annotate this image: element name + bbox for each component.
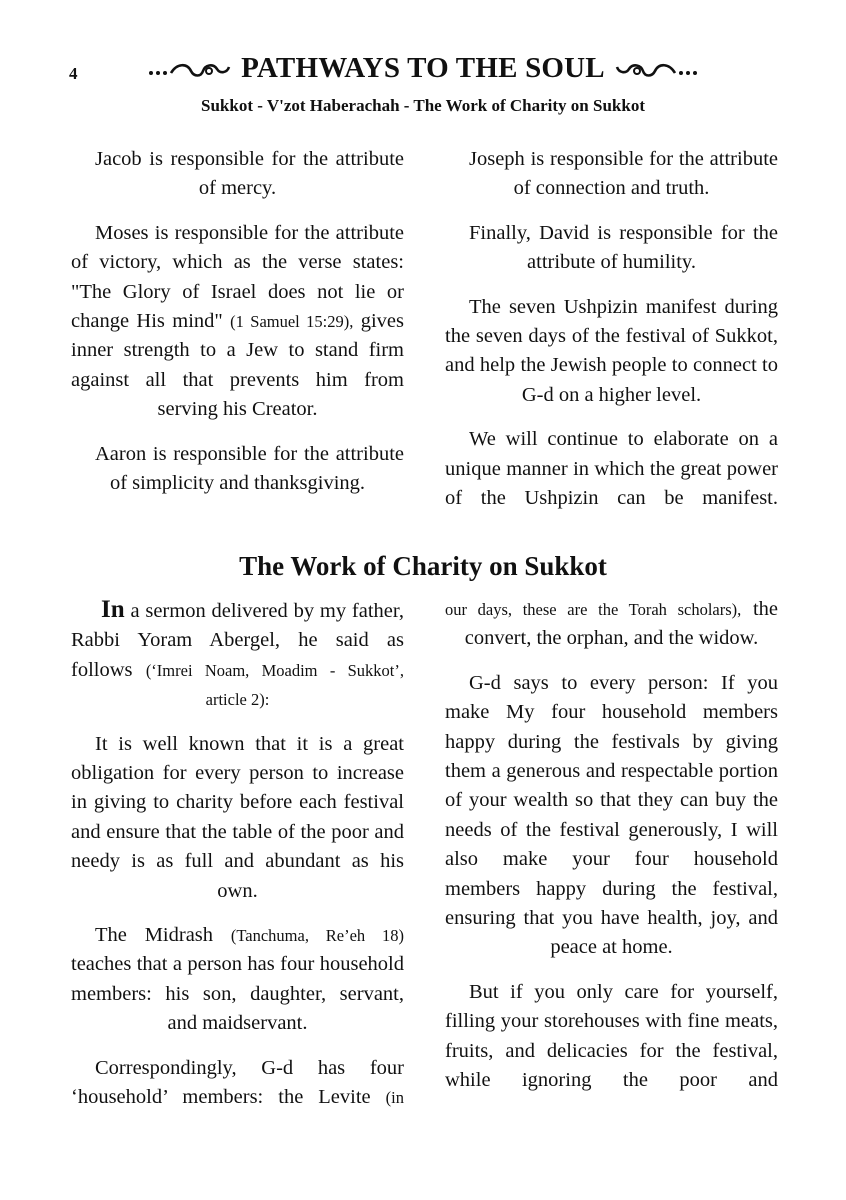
top-left-column <box>71 145 404 513</box>
bottom-left-column <box>71 595 404 1128</box>
paragraph-correspondingly <box>71 1054 404 1113</box>
paragraph-moses <box>71 219 404 425</box>
paragraph-but-if: But if you only care for yourself, filling your storehouses with fine meats, fruits, and delicacies for the festival, while ignoring the poor and <box>445 980 778 1092</box>
opening-word: In <box>101 596 125 623</box>
paragraph-elaborate: We will continue to elaborate on a unique manner in which the great power of the Ushpizin can be manifest. <box>445 428 778 510</box>
page-title: PATHWAYS TO THE SOUL <box>241 52 605 84</box>
paragraph-moses-text: Moses is responsible for the attribute of victory, which as the verse states: "The Glory of Israel does not lie or change His mind" <box>71 221 404 333</box>
page-subtitle: Sukkot - V'zot Haberachah - The Work of Charity on Sukkot <box>201 96 645 115</box>
paragraph-ushpizin: The seven Ushpizin manifest during the seven days of the festival of Sukkot, and help the Jewish people to connect to G-d on a higher level. <box>445 295 778 406</box>
paragraph-sermon <box>71 595 404 715</box>
paragraph-obligation: It is well known that it is a great obligation for every person to increase in giving to charity before each festival and ensure that the table of the poor and needy is as full and abundant as his own. <box>71 732 404 902</box>
bottom-right-column <box>445 595 778 1111</box>
page-header <box>0 50 846 90</box>
running-title <box>0 52 846 85</box>
midrash-text-a: The Midrash <box>95 924 214 947</box>
paragraph-moses-cont: gives inner strength to a Jew to stand firm against all that prevents him from serving his Creator. <box>71 310 404 421</box>
torah-scholars-note: our days, these are the Torah scholars), <box>445 600 742 619</box>
midrash-text-b: teaches that a person has four household members: his son, daughter, servant, and maidservant. <box>71 953 404 1035</box>
citation-tanchuma: (Tanchuma, Re’eh 18) <box>230 926 405 946</box>
paragraph-aaron: Aaron is responsible for the attribute of simplicity and thanksgiving. <box>95 442 404 495</box>
paragraph-gd-says: G-d says to every person: If you make My four household members happy during the festivals by giving them a generous and respectable portion of your wealth so that they can buy the needs of the festival generously, I will also make your four household members happy during the festival, ensuring that you have health, joy, and peace at home. <box>445 671 778 959</box>
paragraph-jacob: Jacob is responsible for the attribute of mercy. <box>95 148 404 200</box>
paragraph-david: Finally, David is responsible for the attribute of humility. <box>469 221 778 274</box>
paragraph-midrash <box>71 921 404 1039</box>
paragraph-joseph: Joseph is responsible for the attribute of connection and truth. <box>469 148 778 200</box>
citation-samuel: (1 Samuel 15:29), <box>230 312 354 332</box>
continuation-text: the convert, the orphan, and the widow. <box>464 598 779 650</box>
sermon-text: a sermon delivered by my father, Rabbi Yoram Abergel, he said as follows <box>71 600 404 681</box>
top-right-column <box>445 145 778 528</box>
section-heading: The Work of Charity on Sukkot <box>239 551 607 581</box>
left-ornament-icon <box>147 59 233 81</box>
paragraph-continuation <box>445 595 778 654</box>
page-number: 4 <box>69 64 78 83</box>
correspondingly-small: (in <box>385 1088 404 1108</box>
right-ornament-icon <box>613 59 699 81</box>
citation-imrei-noam: (‘Imrei Noam, Moadim - Sukkot’, article 2): <box>145 660 404 710</box>
correspondingly-text: Correspondingly, G-d has four ‘household’ members: the Levite <box>71 1056 404 1109</box>
